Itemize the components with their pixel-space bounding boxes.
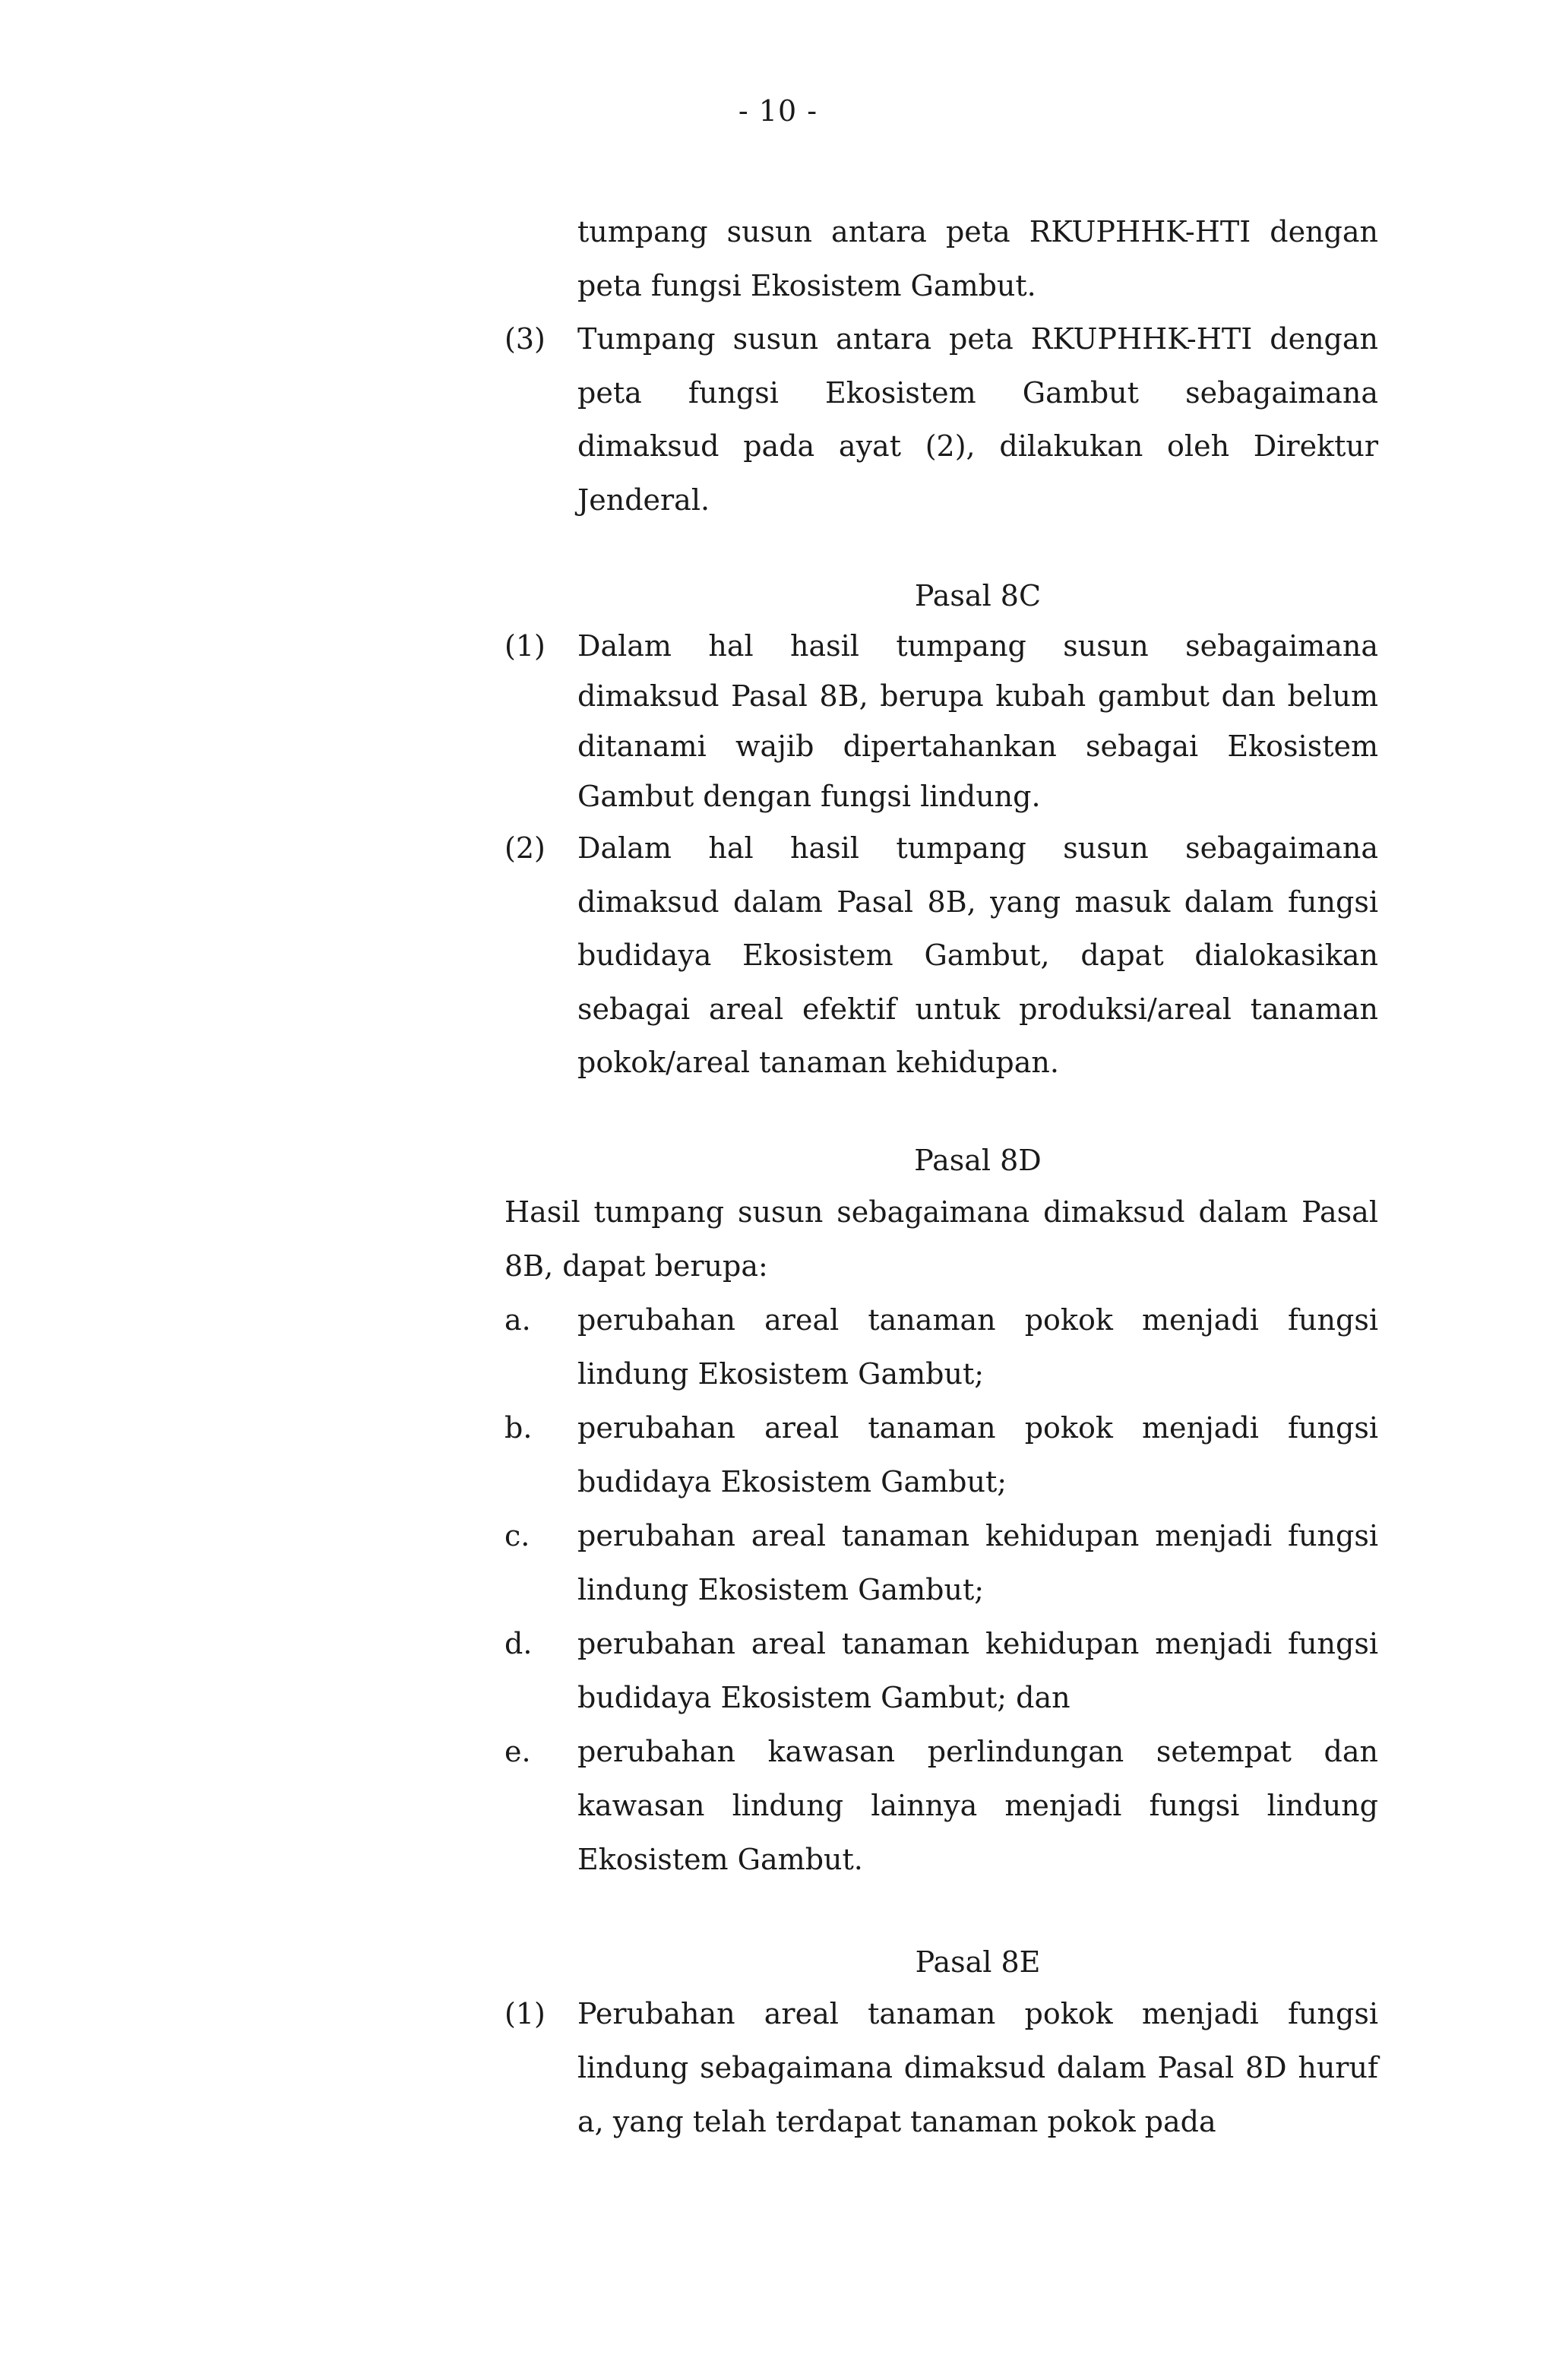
item-text: perubahan areal tanaman kehidupan menjadi fungsi lindung Ekosistem Gambut; <box>577 1518 1378 1606</box>
pasal-8e-item-1 <box>504 1987 1378 2149</box>
pasal-8c-item-1 <box>504 621 1378 821</box>
item-text: perubahan areal tanaman kehidupan menjadi fungsi budidaya Ekosistem Gambut; dan <box>577 1626 1378 1714</box>
continued-paragraph: tumpang susun antara peta RKUPHHK-HTI dengan peta fungsi Ekosistem Gambut. <box>577 215 1378 302</box>
item-text: perubahan areal tanaman pokok menjadi fungsi budidaya Ekosistem Gambut; <box>577 1410 1378 1499</box>
pasal-8d-intro: Hasil tumpang susun sebagaimana dimaksud dalam Pasal 8B, dapat berupa: <box>504 1195 1378 1283</box>
page-number: - 10 - <box>738 94 818 128</box>
item-marker: e. <box>504 1734 531 1768</box>
item-text: perubahan kawasan perlindungan setempat dan kawasan lindung lainnya menjadi fungsi lindung Ekosistem Gambut. <box>577 1734 1378 1876</box>
pasal-8c-item-2 <box>504 821 1378 1090</box>
item-text: perubahan areal tanaman pokok menjadi fungsi lindung Ekosistem Gambut; <box>577 1302 1378 1391</box>
pasal-8c-heading: Pasal 8C <box>914 579 1042 612</box>
item-marker: (3) <box>504 322 546 356</box>
pasal-8d-item-e <box>504 1725 1378 1887</box>
item-marker: d. <box>504 1626 533 1660</box>
page-content <box>504 205 1378 2149</box>
pasal-8d-item-c <box>504 1509 1378 1617</box>
item-text: Dalam hal hasil tumpang susun sebagaimana dimaksud dalam Pasal 8B, yang masuk dalam fungsi budidaya Ekosistem Gambut, dapat dialokasikan sebagai areal efektif untuk produksi/areal tanaman pokok/areal tanaman kehidupan. <box>577 831 1378 1079</box>
item-marker: a. <box>504 1302 531 1337</box>
item-marker: c. <box>504 1518 530 1552</box>
item-text: Dalam hal hasil tumpang susun sebagaimana dimaksud Pasal 8B, berupa kubah gambut dan belum ditanami wajib dipertahankan sebagai Ekosistem Gambut dengan fungsi lindung. <box>577 629 1378 813</box>
pasal-8b-item-3 <box>504 312 1378 527</box>
pasal-8d-item-a <box>504 1293 1378 1401</box>
item-marker: (2) <box>504 831 546 865</box>
item-marker: b. <box>504 1410 533 1445</box>
pasal-8d-item-b <box>504 1401 1378 1509</box>
pasal-8d-heading: Pasal 8D <box>914 1143 1042 1177</box>
item-text: Perubahan areal tanaman pokok menjadi fungsi lindung sebagaimana dimaksud dalam Pasal 8D huruf a, yang telah terdapat tanaman pokok pada <box>577 1996 1378 2138</box>
pasal-8e-heading: Pasal 8E <box>915 1945 1041 1979</box>
pasal-8d-item-d <box>504 1617 1378 1725</box>
item-marker: (1) <box>504 629 546 663</box>
item-text: Tumpang susun antara peta RKUPHHK-HTI dengan peta fungsi Ekosistem Gambut sebagaimana dimaksud pada ayat (2), dilakukan oleh Direktur Jenderal. <box>577 322 1378 517</box>
item-marker: (1) <box>504 1996 546 2030</box>
